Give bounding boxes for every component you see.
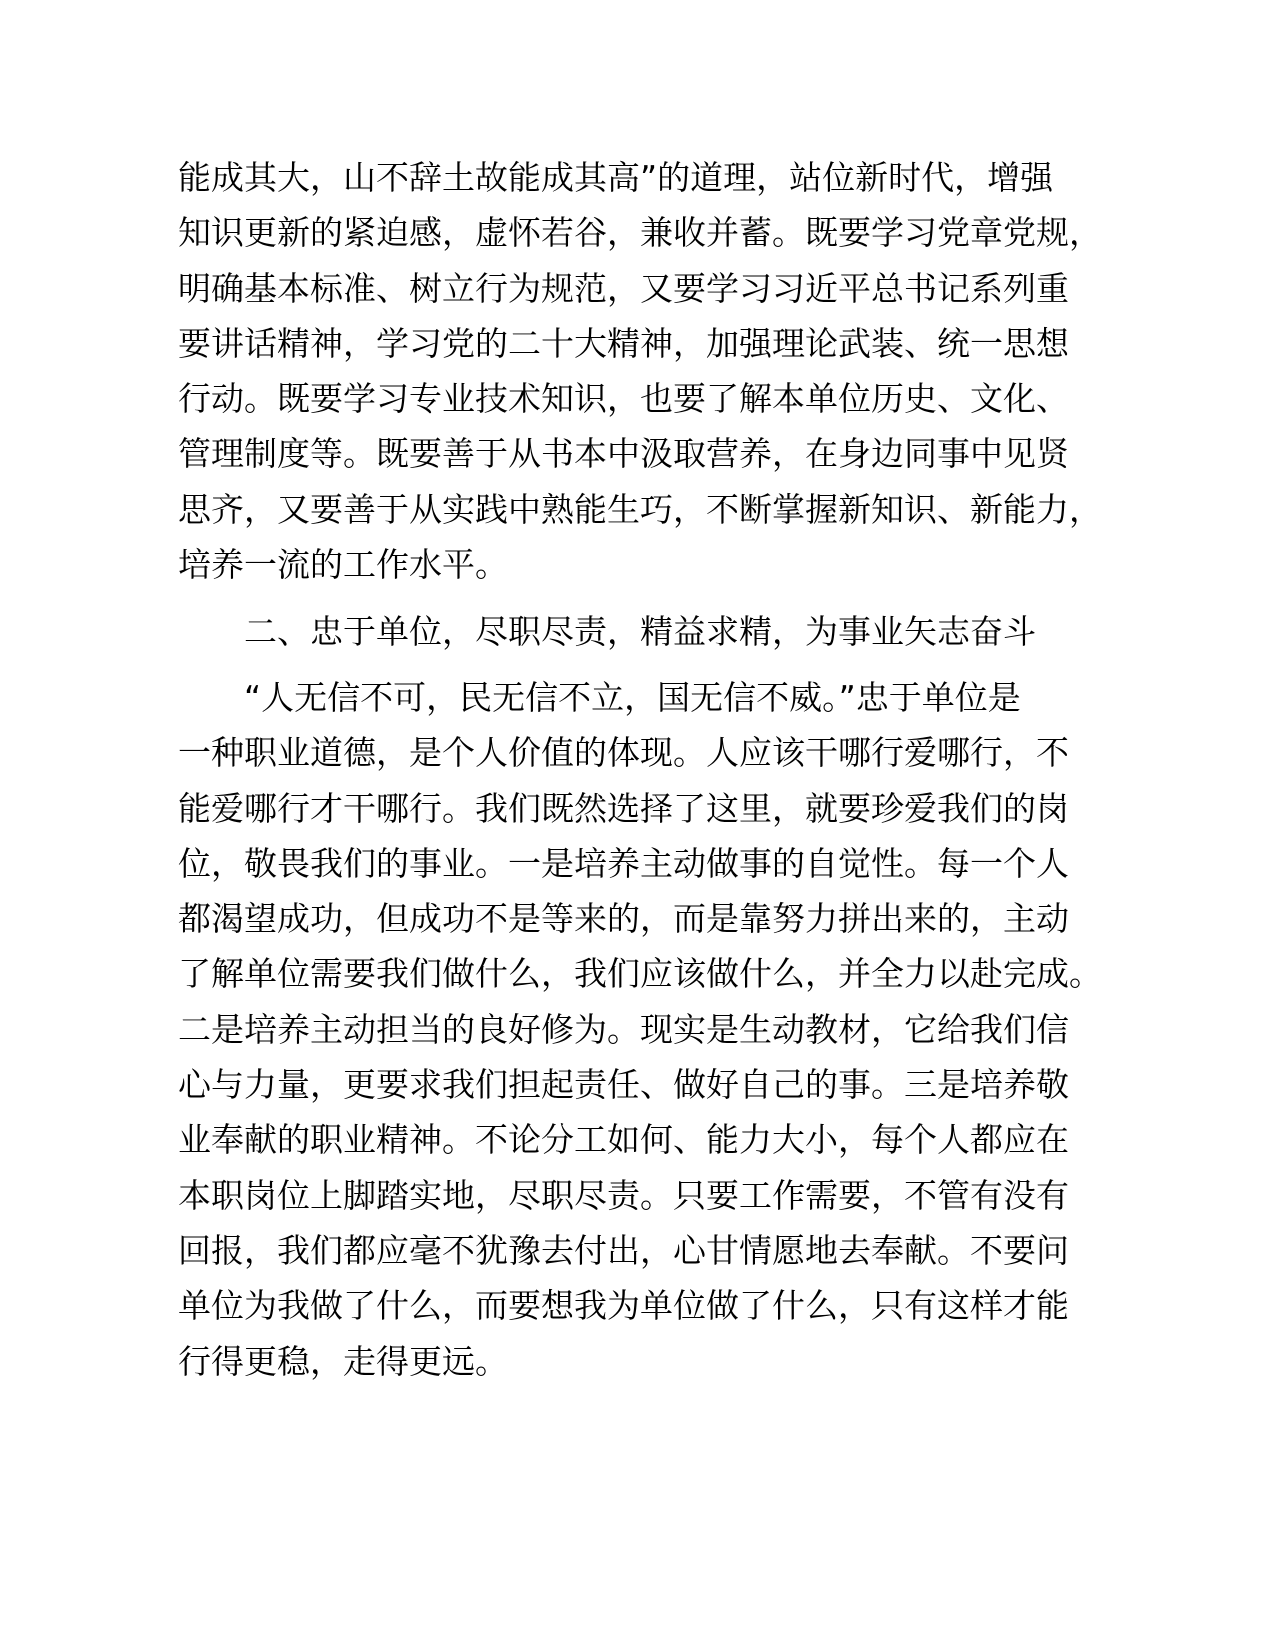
paragraph-body	[178, 670, 1102, 1389]
paragraph-line: 一种职业道德，是个人价值的体现。人应该干哪行爱哪行，不	[178, 733, 1069, 773]
section-heading-text: 二、忠于单位，尽职尽责，精益求精，为事业矢志奋斗	[244, 612, 1036, 651]
paragraph-line: “人无信不可，民无信不立，国无信不威。”忠于单位是	[244, 678, 1021, 717]
paragraph-line: 要讲话精神，学习党的二十大精神，加强理论武装、统一思想	[178, 323, 1069, 363]
paragraph-line: 培养一流的工作水平。	[178, 545, 508, 585]
paragraph-line: 二是培养主动担当的良好修为。现实是生动教材，它给我们信	[178, 1009, 1069, 1049]
paragraph-line: 行得更稳，走得更远。	[178, 1341, 508, 1381]
paragraph-line: 思齐，又要善于从实践中熟能生巧，不断掌握新知识、新能力，	[178, 489, 1102, 529]
paragraph-continued	[178, 150, 1102, 592]
paragraph-line: 管理制度等。既要善于从书本中汲取营养，在身边同事中见贤	[178, 434, 1069, 474]
paragraph-line: 本职岗位上脚踏实地，尽职尽责。只要工作需要，不管有没有	[178, 1175, 1069, 1215]
paragraph-line: 知识更新的紧迫感，虚怀若谷，兼收并蓄。既要学习党章党规，	[178, 213, 1102, 253]
paragraph-line: 业奉献的职业精神。不论分工如何、能力大小，每个人都应在	[178, 1120, 1069, 1160]
paragraph-line: 明确基本标准、树立行为规范，又要学习习近平总书记系列重	[178, 268, 1069, 308]
paragraph-line: 行动。既要学习专业技术知识，也要了解本单位历史、文化、	[178, 379, 1069, 419]
paragraph-line: 位，敬畏我们的事业。一是培养主动做事的自觉性。每一个人	[178, 843, 1069, 883]
paragraph-line: 能成其大，山不辞土故能成其高”的道理，站位新时代，增强	[178, 158, 1054, 197]
section-heading	[178, 604, 1058, 659]
paragraph-line: 单位为我做了什么，而要想我为单位做了什么，只有这样才能	[178, 1286, 1069, 1326]
paragraph-line: 都渴望成功，但成功不是等来的，而是靠努力拼出来的，主动	[178, 899, 1069, 939]
paragraph-line: 回报，我们都应毫不犹豫去付出，心甘情愿地去奉献。不要问	[178, 1230, 1069, 1270]
paragraph-line: 心与力量，更要求我们担起责任、做好自己的事。三是培养敬	[178, 1065, 1069, 1105]
paragraph-line: 了解单位需要我们做什么，我们应该做什么，并全力以赴完成。	[178, 954, 1102, 994]
paragraph-line: 能爱哪行才干哪行。我们既然选择了这里，就要珍爱我们的岗	[178, 788, 1069, 828]
